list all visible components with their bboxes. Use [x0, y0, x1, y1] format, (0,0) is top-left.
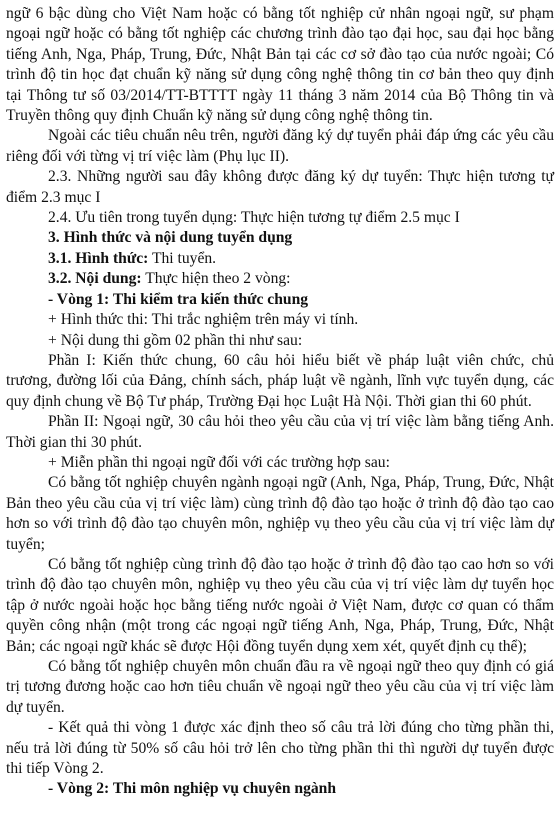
subsection-3-1-label: 3.1. Hình thức:	[48, 249, 149, 267]
round-1-heading: - Vòng 1: Thi kiểm tra kiến thức chung	[48, 290, 309, 308]
exemption-case-1: Có bằng tốt nghiệp chuyên ngành ngoại ngữ (Anh, Nga, Pháp, Trung, Đức, Nhật Bản theo yêu cầu của vị trí việc làm) cùng trình độ đào tạo hoặc ở trình độ đào tạo cao hơn so với trình độ đào tạo chuyên môn, nghiệp vụ theo yêu cầu của vị trí việc làm dự tuyển;	[6, 474, 554, 553]
subsection-3-2	[6, 269, 554, 289]
language-exemption: + Miễn phần thi ngoại ngữ đối với các trường hợp sau:	[48, 453, 390, 471]
subsection-3-1	[6, 249, 554, 269]
paragraph-priority: 2.4. Ưu tiên trong tuyển dụng: Thực hiện tương tự điểm 2.5 mục I	[48, 209, 460, 227]
paragraph-ineligible: 2.3. Những người sau đây không được đăng ký dự tuyển: Thực hiện tương tự điểm 2.3 mục I	[6, 168, 554, 206]
section-heading-3: 3. Hình thức và nội dung tuyển dụng	[48, 229, 293, 247]
exam-content: + Nội dung thi gồm 02 phần thi như sau:	[48, 331, 303, 349]
subsection-3-2-label: 3.2. Nội dung:	[48, 270, 142, 288]
part-2-description: Phần II: Ngoại ngữ, 30 câu hỏi theo yêu cầu của vị trí việc làm bằng tiếng Anh. Thời gian thi 30 phút.	[6, 413, 554, 451]
exemption-case-2: Có bằng tốt nghiệp cùng trình độ đào tạo hoặc ở trình độ đào tạo cao hơn so với trình độ đào tạo chuyên môn, nghiệp vụ theo yêu cầu của vị trí việc làm dự tuyển học tập ở nước ngoài hoặc học bằng tiếng nước ngoài ở Việt Nam, được cơ quan có thẩm quyền công nhận (một trong các ngoại ngữ tiếng Anh, Nga, Pháp, Trung, Đức, Nhật Bản; các ngoại ngữ khác sẽ được Hội đồng tuyển dụng xem xét, quyết định cụ thể);	[6, 555, 554, 655]
paragraph-language-requirements: ngữ 6 bậc dùng cho Việt Nam hoặc có bằng tốt nghiệp cử nhân ngoại ngữ, sư phạm ngoại ngữ hoặc có bằng tốt nghiệp các chương trình đào tạo đại học, sau đại học bằng tiếng Anh, Nga, Pháp, Trung, Đức, Nhật Bản tại các cơ sở đào tạo của nước ngoài; Có trình độ tin học đạt chuẩn kỹ năng sử dụng công nghệ thông tin cơ bản theo quy định tại Thông tư số 03/2014/TT-BTTTT ngày 11 tháng 3 năm 2014 của Bộ Thông tin và Truyền thông quy định Chuẩn kỹ năng sử dụng công nghệ thông tin.	[6, 5, 554, 125]
exemption-case-3: Có bằng tốt nghiệp chuyên môn chuẩn đầu ra về ngoại ngữ theo quy định có giá trị tương đương hoặc cao hơn tiêu chuẩn về ngoại ngữ theo yêu cầu của vị trí việc làm dự tuyển.	[6, 658, 554, 716]
subsection-3-2-text: Thực hiện theo 2 vòng:	[141, 270, 291, 288]
paragraph-additional-requirements: Ngoài các tiêu chuẩn nêu trên, người đăng ký dự tuyển phải đáp ứng các yêu cầu riêng đối với từng vị trí việc làm (Phụ lục II).	[6, 127, 554, 165]
part-1-description: Phần I: Kiến thức chung, 60 câu hỏi hiểu biết về pháp luật viên chức, chủ trương, đường lối của Đảng, chính sách, pháp luật về ngành, lĩnh vực tuyển dụng, các quy định chung về Bộ Tư pháp, Trường Đại học Luật Hà Nội. Thời gian thi 60 phút.	[6, 351, 554, 410]
round-1-result: - Kết quả thi vòng 1 được xác định theo số câu trả lời đúng cho từng phần thi, nếu trả lời đúng từ 50% số câu hỏi trở lên cho từng phần thi thì người dự tuyển được thi tiếp Vòng 2.	[6, 719, 554, 778]
exam-form: + Hình thức thi: Thi trắc nghiệm trên máy vi tính.	[48, 311, 359, 329]
subsection-3-1-text: Thi tuyển.	[148, 249, 217, 267]
round-2-heading: - Vòng 2: Thi môn nghiệp vụ chuyên ngành	[48, 780, 337, 798]
